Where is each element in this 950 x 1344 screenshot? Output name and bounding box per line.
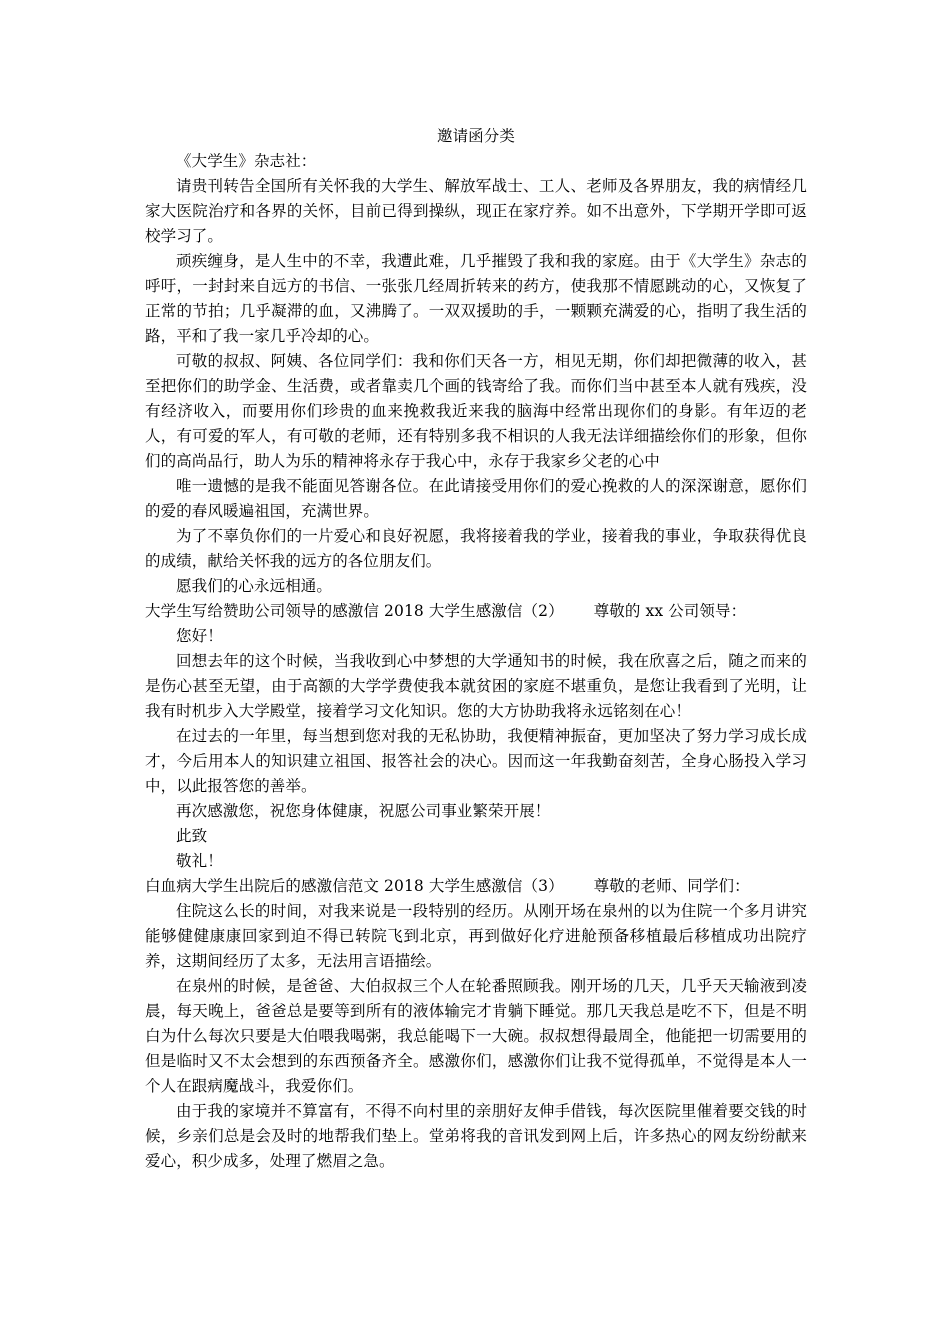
letter1-paragraph-5: 为了不辜负你们的一片爱心和良好祝愿，我将接着我的学业，接着我的事业，争取获得优良的成绩，献给关怀我的远方的各位朋友们。 <box>145 527 807 570</box>
document-title: 邀请函分类 <box>436 127 515 145</box>
letter1-paragraph-2: 顽疾缠身，是人生中的不幸，我遭此难，几乎摧毁了我和我的家庭。由于《大学生》杂志的呼吁，一封封来自远方的书信、一张张几经周折转来的药方，使我那不情愿跳动的心，又恢复了正常的节拍；几乎凝滞的血，又沸腾了。一双双援助的手，一颗颗充满爱的心，指明了我生活的路，平和了我一家几乎冷却的心。 <box>145 252 807 345</box>
letter3-heading-line <box>145 874 807 899</box>
document-page <box>145 124 807 1174</box>
letter3-heading: 白血病大学生出院后的感激信范文 2018 大学生感激信（3） <box>145 877 564 895</box>
letter1-paragraph-1: 请贵刊转告全国所有关怀我的大学生、解放军战士、工人、老师及各界朋友，我的病情经几家大医院治疗和各界的关怀，目前已得到操纵，现正在家疗养。如不出意外，下学期开学即可返校学习了。 <box>145 177 807 245</box>
letter2-greeting: 您好！ <box>176 627 223 645</box>
letter2-heading-line <box>145 599 807 624</box>
letter2-paragraph-3: 再次感激您，祝您身体健康，祝愿公司事业繁荣开展！ <box>176 802 551 820</box>
letter2-salutation: 尊敬的 xx 公司领导： <box>593 602 747 620</box>
letter1-paragraph-6: 愿我们的心永远相通。 <box>176 577 333 595</box>
letter3-salutation: 尊敬的老师、同学们： <box>593 877 750 895</box>
letter3-paragraph-1: 住院这么长的时间，对我来说是一段特别的经历。从刚开场在泉州的以为住院一个多月讲究能够健健康康回家到迫不得已转院飞到北京，再到做好化疗进舱预备移植最后移植成功出院疗养，这期间经历了太多，无法用言语描绘。 <box>145 902 807 970</box>
letter2-paragraph-2: 在过去的一年里，每当想到您对我的无私协助，我便精神振奋，更加坚决了努力学习成长成才，今后用本人的知识建立祖国、报答社会的决心。因而这一年我勤奋刻苦，全身心肠投入学习中，以此报答您的善举。 <box>145 727 807 795</box>
letter2-closing-1: 此致 <box>176 827 208 845</box>
letter2-closing-2: 敬礼！ <box>176 852 223 870</box>
letter3-paragraph-3: 由于我的家境并不算富有，不得不向村里的亲朋好友伸手借钱，每次医院里催着要交钱的时候，乡亲们总是会及时的地帮我们垫上。堂弟将我的音讯发到网上后，许多热心的网友纷纷献来爱心，积少成多，处理了燃眉之急。 <box>145 1102 807 1170</box>
letter2-paragraph-1: 回想去年的这个时候，当我收到心中梦想的大学通知书的时候，我在欣喜之后，随之而来的是伤心甚至无望，由于高额的大学学费使我本就贫困的家庭不堪重负，是您让我看到了光明，让我有时机步入大学殿堂，接着学习文化知识。您的大方协助我将永远铭刻在心！ <box>145 652 807 720</box>
letter1-salutation: 《大学生》杂志社： <box>176 152 317 170</box>
letter1-paragraph-4: 唯一遗憾的是我不能面见答谢各位。在此请接受用你们的爱心挽救的人的深深谢意，愿你们的爱的春风暖遍祖国，充满世界。 <box>145 477 807 520</box>
letter2-heading: 大学生写给赞助公司领导的感激信 2018 大学生感激信（2） <box>145 602 564 620</box>
letter3-paragraph-2: 在泉州的时候，是爸爸、大伯叔叔三个人在轮番照顾我。刚开场的几天，几乎天天输液到凌晨，每天晚上，爸爸总是要等到所有的液体输完才肯躺下睡觉。那几天我总是吃不下，但是不明白为什么每次只要是大伯喂我喝粥，我总能喝下一大碗。叔叔想得最周全，他能把一切需要用的但是临时又不太会想到的东西预备齐全。感激你们，感激你们让我不觉得孤单，不觉得是本人一个人在跟病魔战斗，我爱你们。 <box>145 977 807 1095</box>
letter1-paragraph-3: 可敬的叔叔、阿姨、各位同学们：我和你们天各一方，相见无期，你们却把微薄的收入，甚至把你们的助学金、生活费，或者靠卖几个画的钱寄给了我。而你们当中甚至本人就有残疾，没有经济收入，而要用你们珍贵的血来挽救我近来我的脑海中经常出现你们的身影。有年迈的老人，有可爱的军人，有可敬的老师，还有特别多我不相识的人我无法详细描绘你们的形象，但你们的高尚品行，助人为乐的精神将永存于我心中，永存于我家乡父老的心中 <box>145 352 807 470</box>
